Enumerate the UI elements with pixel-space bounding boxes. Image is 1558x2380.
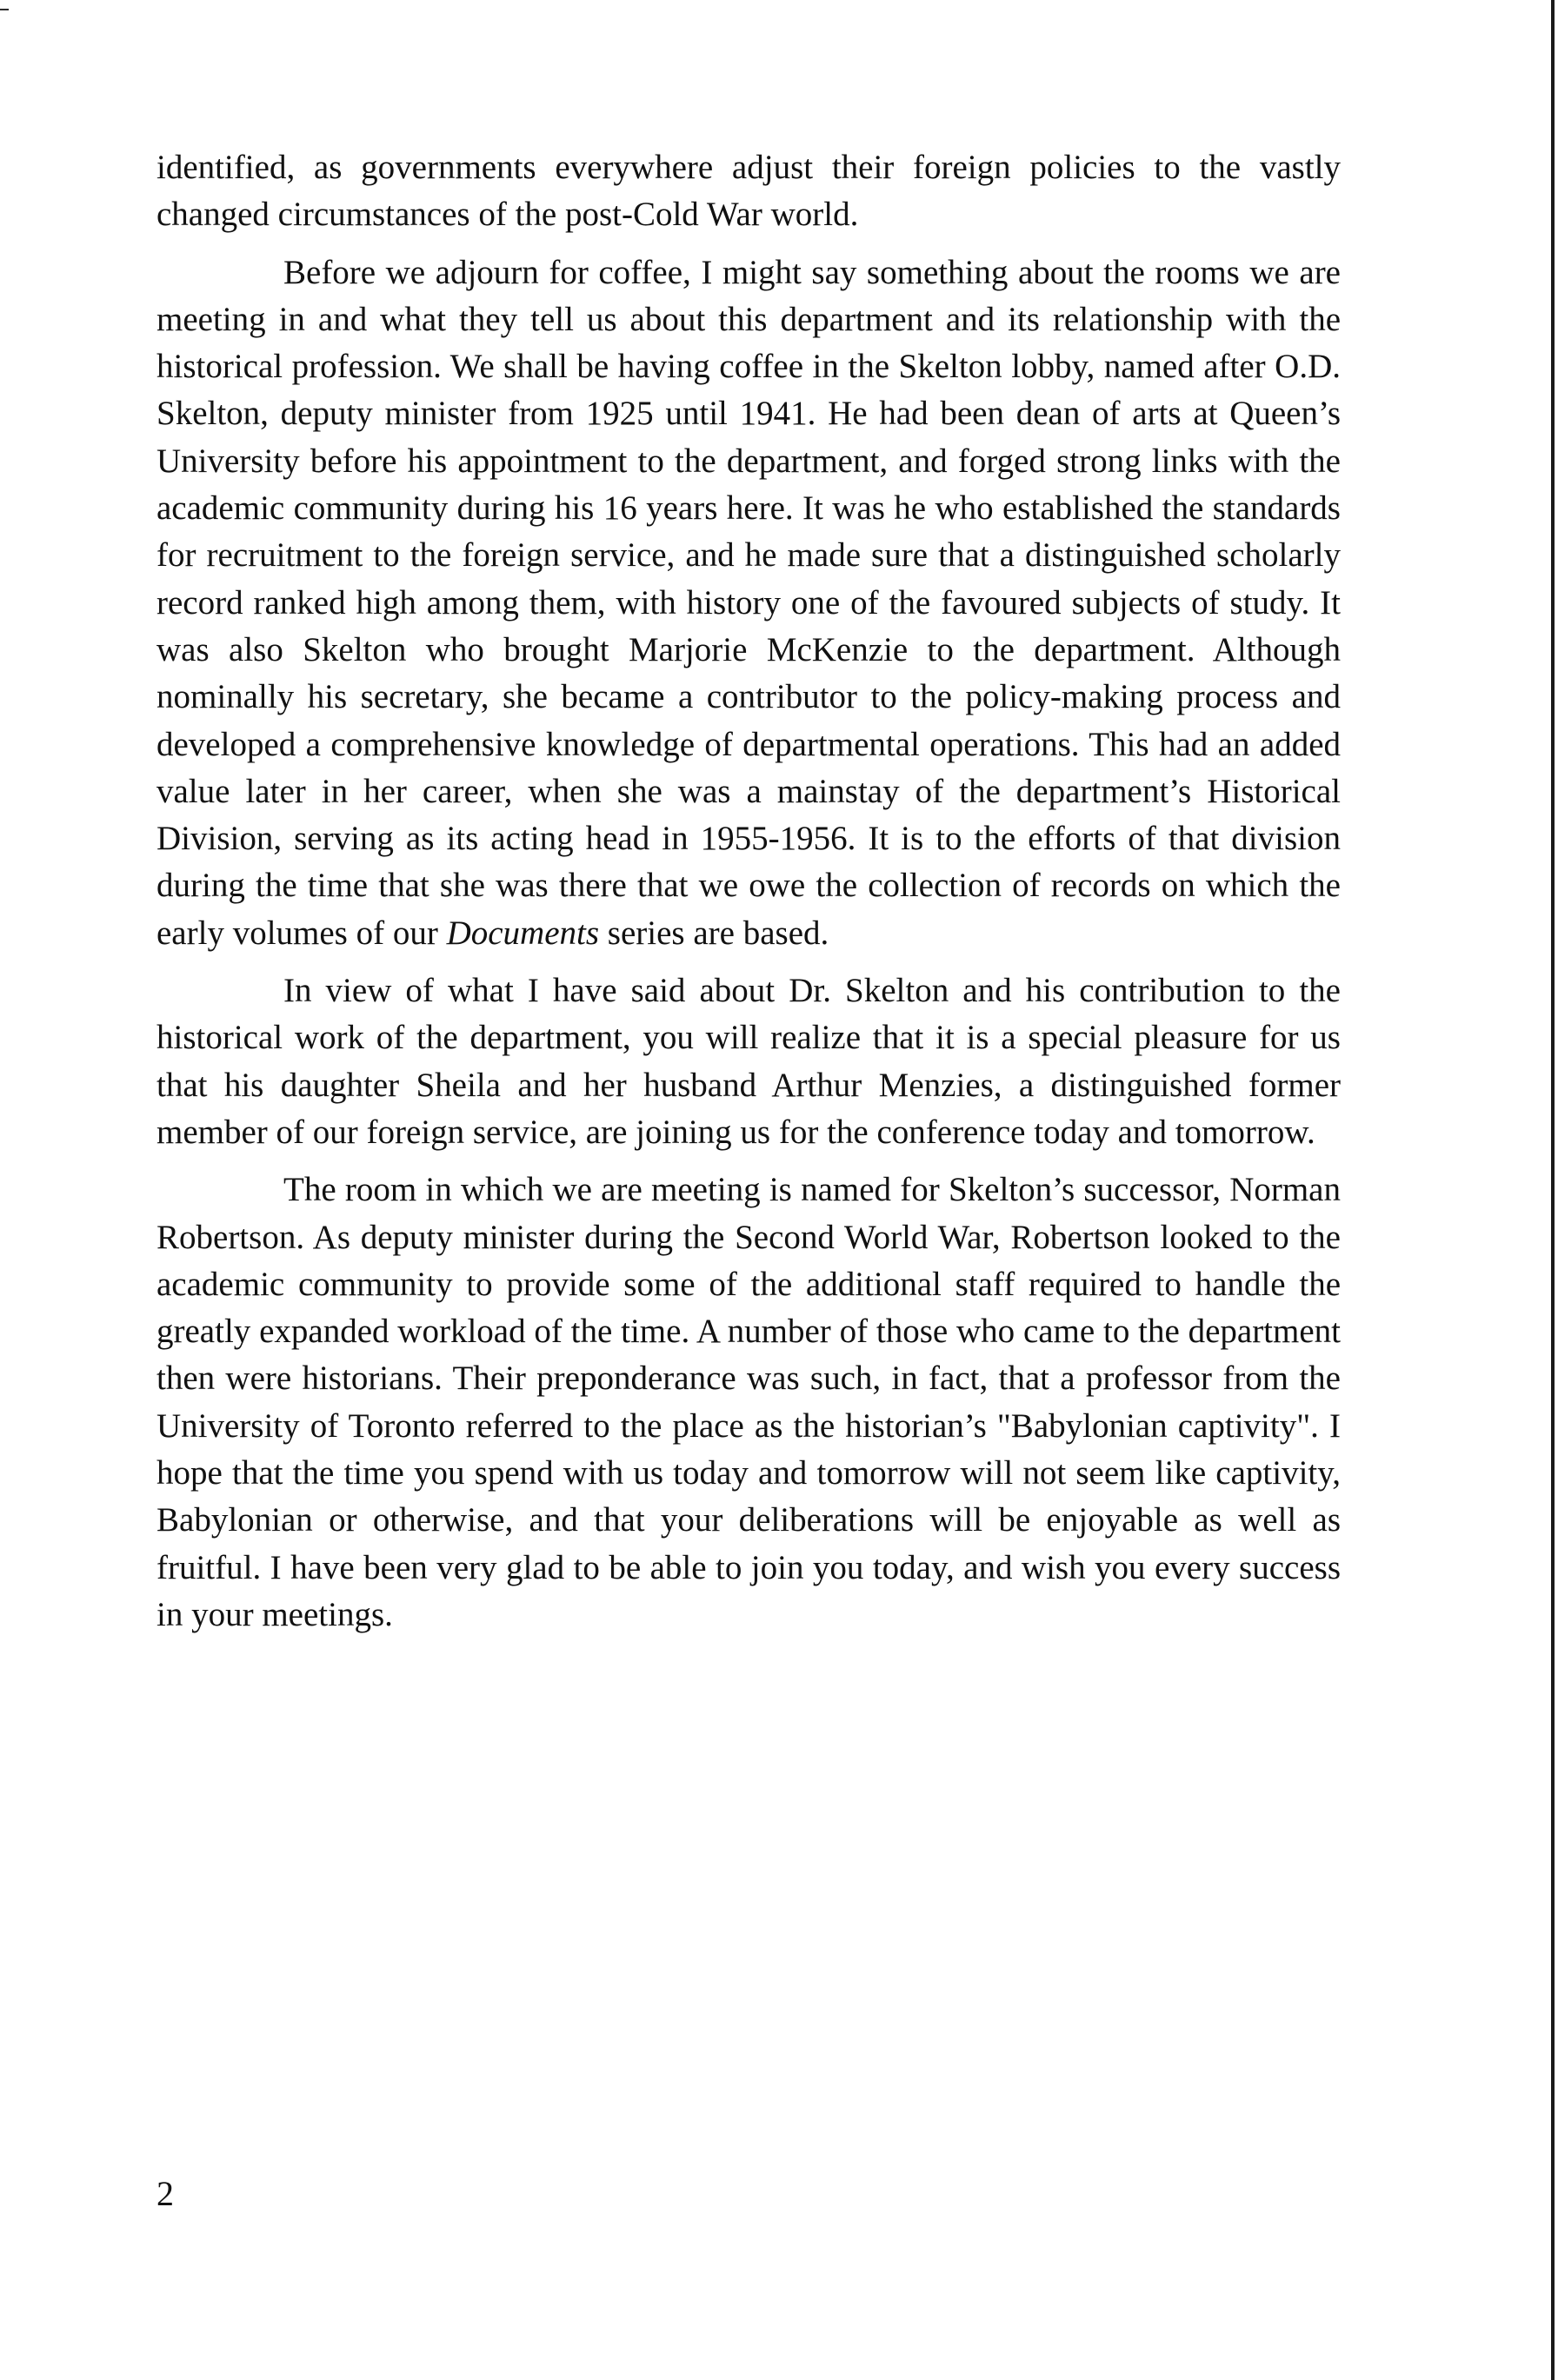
documents-series-title: Documents (446, 914, 600, 952)
paragraph-3: In view of what I have said about Dr. Skelton and his contribution to the historical work of the department, you will realize that it is a special pleasure for us that his daughter Sheila and her husband Arthur Menzies, a distinguished former member of our foreign service, are joining us for the conference today and tomorrow. (156, 972, 1341, 1151)
scan-edge-mark (0, 9, 9, 10)
paragraph-1: identified, as governments everywhere adjust their foreign policies to the vastly changed circumstances of the post-Cold War world. (156, 149, 1341, 234)
scan-right-edge (1551, 0, 1555, 2380)
paragraph-2-text: Before we adjourn for coffee, I might say something about the rooms we are meeting in and what they tell us about this department and its relationship with the historical profession. We shall be having coffee in the Skelton lobby, named after O.D. Skelton, deputy minister from 1925 until 1941. He had been dean of arts at Queen’s University before his appointment to the department, and forged strong links with the academic community during his 16 years here. It was he who established the standards for recruitment to the foreign service, and he made sure that a distinguished scholarly record ranked high among them, with history one of the favoured subjects of study. It was also Skelton who brought Marjorie McKenzie to the department. Although nominally his secretary, she became a contributor to the policy-making process and developed a comprehensive knowledge of departmental operations. This had an added value later in her career, when she was a mainstay of the department’s Historical Division, serving as its acting head in 1955-1956. It is to the efforts of that division during the time that she was there that we owe the collection of records on which the early volumes of our (156, 253, 1341, 952)
paragraph-2 (156, 249, 1341, 957)
paragraph-2-tail: series are based. (599, 914, 829, 952)
paragraph-4: The room in which we are meeting is named for Skelton’s successor, Norman Robertson. As deputy minister during the Second World War, Robertson looked to the academic community to provide some of the additional staff required to handle the greatly expanded workload of the time. A number of those who came to the department then were historians. Their preponderance was such, in fact, that a professor from the University of Toronto referred to the place as the historian’s "Babylonian captivity". I hope that the time you spend with us today and tomorrow will not seem like captivity, Babylonian or otherwise, and that your deliberations will be enjoyable as well as fruitful. I have been very glad to be able to join you today, and wish you every success in your meetings. (156, 1171, 1341, 1633)
body-text (156, 144, 1341, 1649)
page-number: 2 (156, 2174, 174, 2213)
